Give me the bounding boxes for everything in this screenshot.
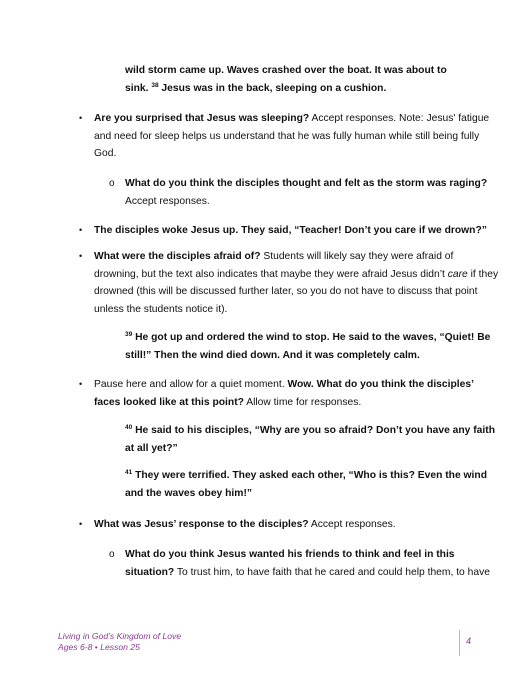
footer-separator: • <box>94 642 98 652</box>
text-fragment: Allow time for responses. <box>243 396 362 408</box>
instruction-pause <box>94 376 474 411</box>
text-line: at all yet?” <box>125 442 178 454</box>
verse-number: 38 <box>151 81 159 89</box>
text-line <box>94 376 474 394</box>
statement-woke-jesus: The disciples woke Jesus up. They said, “Teacher! Don’t you care if we drown?” <box>94 225 487 236</box>
question-disciples-thought <box>125 175 487 210</box>
footer-series-title: Living in God’s Kingdom of Love <box>58 631 182 641</box>
text-line: still!” Then the wind died down. And it was completely calm. <box>125 349 420 361</box>
question-text: faces looked like at this point? <box>94 396 244 408</box>
circle-bullet-icon: o <box>109 178 115 189</box>
text-fragment: Accept responses. <box>308 519 396 530</box>
text-fragment: He said to his disciples, “Why are you so afraid? Don’t you have any faith <box>132 425 495 436</box>
text-fragment: Pause here and allow for a quiet moment. <box>94 379 288 390</box>
scripture-passage-37-38 <box>125 62 447 97</box>
text-line <box>125 80 447 98</box>
verse-number: 39 <box>125 331 133 338</box>
question-text: What do you think the disciples thought and felt as the storm was raging? <box>125 178 488 189</box>
text-line: drowned (this will be discussed further later, so you do not have to discuss that point <box>94 286 478 297</box>
text-line <box>125 564 490 582</box>
bullet-icon: • <box>79 251 83 261</box>
text-line <box>125 467 487 485</box>
text-fragment: They were terrified. They asked each other, “Who is this? Even the wind <box>132 470 487 481</box>
bullet-icon: • <box>79 225 83 235</box>
text-fragment: if they <box>467 268 499 280</box>
question-jesus-wanted <box>125 546 490 581</box>
page-number: 4 <box>466 636 472 646</box>
text-fragment: To trust him, to have faith that he cared and could help them, to have <box>174 566 490 578</box>
scripture-passage-39 <box>125 329 490 364</box>
verse-number: 40 <box>125 424 133 431</box>
text-fragment: sink. <box>125 82 152 94</box>
text-line <box>94 394 474 412</box>
text-line: unless the students notice it). <box>94 303 228 315</box>
text-line: and need for sleep helps us understand that he was fully human while still being fully <box>94 130 480 142</box>
text-line <box>125 422 495 440</box>
question-text: Are you surprised that Jesus was sleeping? <box>94 113 310 124</box>
text-line <box>125 329 490 347</box>
question-text: What were the disciples afraid of? <box>94 251 261 262</box>
bullet-icon: • <box>79 379 83 389</box>
text-fragment: Accept responses. Note: Jesus' fatigue <box>309 113 490 124</box>
verse-number: 41 <box>125 469 133 476</box>
text-fragment: He got up and ordered the wind to stop. He said to the waves, “Quiet! Be <box>132 332 491 343</box>
text-line <box>94 248 498 266</box>
question-text: What do you think Jesus wanted his friends to think and feel in this <box>125 549 455 560</box>
question-text: Wow. What do you think the disciples’ <box>287 379 474 390</box>
footer-lesson-info <box>58 642 181 653</box>
question-text: What was Jesus’ response to the disciples? <box>94 519 309 530</box>
emphasis-text: care <box>447 268 468 280</box>
footer-ages: Ages 6-8 <box>58 642 93 652</box>
text-fragment: drowning, but the text also indicates that maybe they were afraid Jesus didn’t <box>94 268 448 280</box>
text-line <box>94 266 498 284</box>
text-line: and the waves obey him!” <box>125 487 253 499</box>
scripture-passage-40 <box>125 422 495 457</box>
footer-lesson: Lesson 25 <box>100 642 140 652</box>
question-afraid-of <box>94 248 498 318</box>
question-text: situation? <box>125 566 175 578</box>
text-line: God. <box>94 148 117 159</box>
text-line <box>94 110 489 128</box>
text-line: Accept responses. <box>125 195 210 207</box>
footer <box>58 631 181 653</box>
scripture-passage-41 <box>125 467 487 502</box>
question-jesus-response <box>94 516 396 534</box>
question-sleeping <box>94 110 489 163</box>
text-line: wild storm came up. Waves crashed over the boat. It was about to <box>125 65 447 76</box>
circle-bullet-icon: o <box>109 549 115 560</box>
bullet-icon: • <box>79 519 83 529</box>
text-fragment: Jesus was in the back, sleeping on a cushion. <box>158 82 387 94</box>
bullet-icon: • <box>79 113 83 123</box>
text-fragment: Students will likely say they were afraid of <box>260 251 454 262</box>
footer-divider <box>459 630 460 656</box>
